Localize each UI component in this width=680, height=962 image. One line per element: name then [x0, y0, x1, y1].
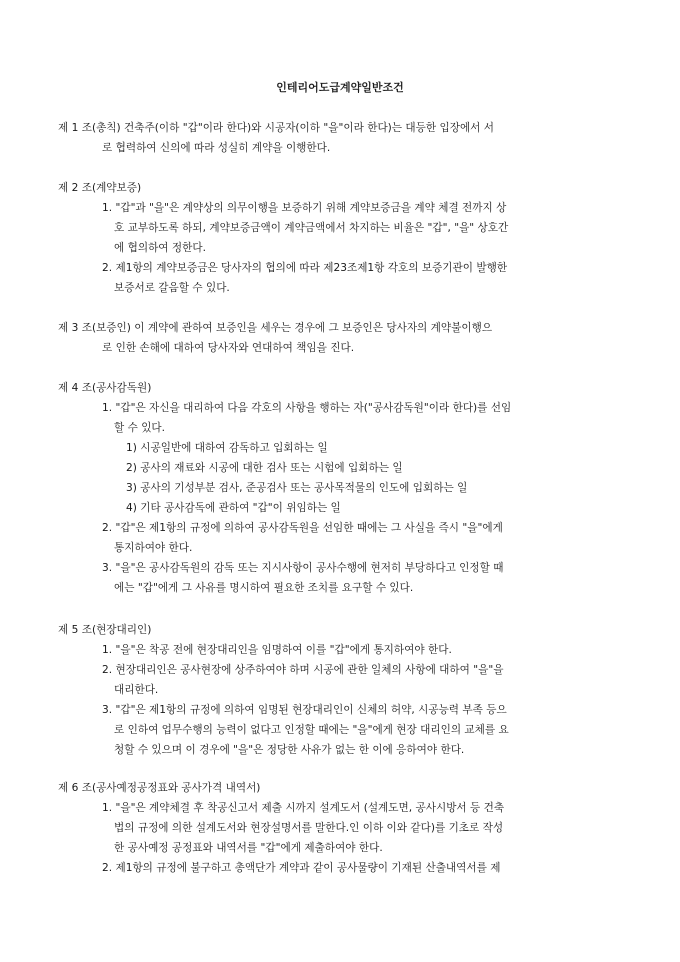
article-2: [58, 178, 628, 298]
article-3: [58, 318, 628, 358]
article-3-line: 제 3 조(보증인) 이 계약에 관하여 보증인을 세우는 경우에 그 보증인은 당사자의 계약불이행으: [58, 322, 493, 334]
article-5-item-2-cont: 대리한다.: [114, 684, 159, 696]
article-2-item-2: 2. 제1항의 계약보증금은 당사자의 협의에 따라 제23조제1항 각호의 보증기관이 발행한: [102, 262, 508, 274]
article-6-item-1-cont: 한 공사예정 공정표와 내역서를 "갑"에게 제출하여야 한다.: [114, 842, 383, 854]
article-5-item-3-cont: 청할 수 있으며 이 경우에 "을"은 정당한 사유가 없는 한 이에 응하여야 한다.: [114, 744, 465, 756]
article-4-heading: 제 4 조(공사감독원): [58, 382, 152, 394]
article-1-line: 로 협력하여 신의에 따라 성실히 계약을 이행한다.: [102, 142, 331, 154]
article-5-item-2: 2. 현장대리인은 공사현장에 상주하여야 하며 시공에 관한 일체의 사항에 대하여 "을"을: [102, 664, 504, 676]
article-4-item-1-cont: 할 수 있다.: [114, 422, 166, 434]
article-4-item-2-cont: 통지하여야 한다.: [114, 542, 193, 554]
article-2-heading: 제 2 조(계약보증): [58, 182, 142, 194]
article-6: [58, 778, 628, 878]
article-2-item-1: 1. "갑"과 "을"은 계약상의 의무이행을 보증하기 위해 계약보증금을 계약 체결 전까지 상: [102, 202, 507, 214]
article-6-item-2: 2. 제1항의 규정에 불구하고 총액단가 계약과 같이 공사물량이 기재된 산출내역서를 제: [102, 862, 501, 874]
article-2-item-2-cont: 보증서로 갈음할 수 있다.: [114, 282, 230, 294]
document-title: 인테리어도급계약일반조건: [276, 81, 404, 94]
article-4-subitem-3: 3) 공사의 기성부분 검사, 준공검사 또는 공사목적물의 인도에 입회하는 일: [126, 482, 468, 494]
article-2-item-1-cont: 에 협의하여 정한다.: [114, 242, 206, 254]
article-6-item-1: 1. "을"은 계약체결 후 착공신고서 제출 시까지 설계도서 (설계도면, 공사시방서 등 건축: [102, 802, 505, 814]
article-4-item-2: 2. "갑"은 제1항의 규정에 의하여 공사감독원을 선임한 때에는 그 사실을 즉시 "을"에게: [102, 522, 503, 534]
article-5: [58, 620, 628, 760]
article-2-item-1-cont: 호 교부하도록 하되, 계약보증금액이 계약금액에서 차지하는 비율은 "갑", "을" 상호간: [114, 222, 509, 234]
article-1: [58, 118, 628, 158]
article-4-subitem-1: 1) 시공일반에 대하여 감독하고 입회하는 일: [126, 442, 328, 454]
article-6-item-1-cont: 법의 규정에 의한 설계도서와 현장설명서를 말한다.인 이하 이와 같다)를 기초로 작성: [114, 822, 504, 834]
article-4-subitem-4: 4) 기타 공사감독에 관하여 "갑"이 위임하는 일: [126, 502, 341, 514]
article-3-line: 로 인한 손해에 대하여 당사자와 연대하여 책임을 진다.: [102, 342, 355, 354]
article-5-item-3-cont: 로 인하여 업무수행의 능력이 없다고 인정할 때에는 "을"에게 현장 대리인의 교체를 요: [114, 724, 509, 736]
article-6-heading: 제 6 조(공사예정공정표와 공사가격 내역서): [58, 782, 261, 794]
article-4: [58, 378, 628, 598]
article-4-item-3: 3. "을"은 공사감독원의 감독 또는 지시사항이 공사수행에 현저히 부당하다고 인정할 때: [102, 562, 504, 574]
article-4-item-1: 1. "갑"은 자신을 대리하여 다음 각호의 사항을 행하는 자("공사감독원"이라 한다)를 선임: [102, 402, 512, 414]
article-1-line: 제 1 조(총칙) 건축주(이하 "갑"이라 한다)와 시공자(이하 "을"이라 한다)는 대등한 입장에서 서: [58, 122, 495, 134]
article-4-subitem-2: 2) 공사의 재료와 시공에 대한 검사 또는 시험에 입회하는 일: [126, 462, 403, 474]
article-5-item-1: 1. "을"은 착공 전에 현장대리인을 임명하여 이를 "갑"에게 통지하여야 한다.: [102, 644, 452, 656]
article-5-heading: 제 5 조(현장대리인): [58, 624, 152, 636]
article-4-item-3-cont: 에는 "갑"에게 그 사유를 명시하여 필요한 조치를 요구할 수 있다.: [114, 582, 414, 594]
article-5-item-3: 3. "갑"은 제1항의 규정에 의하여 임명된 현장대리인이 신체의 허약, 시공능력 부족 등으: [102, 704, 507, 716]
